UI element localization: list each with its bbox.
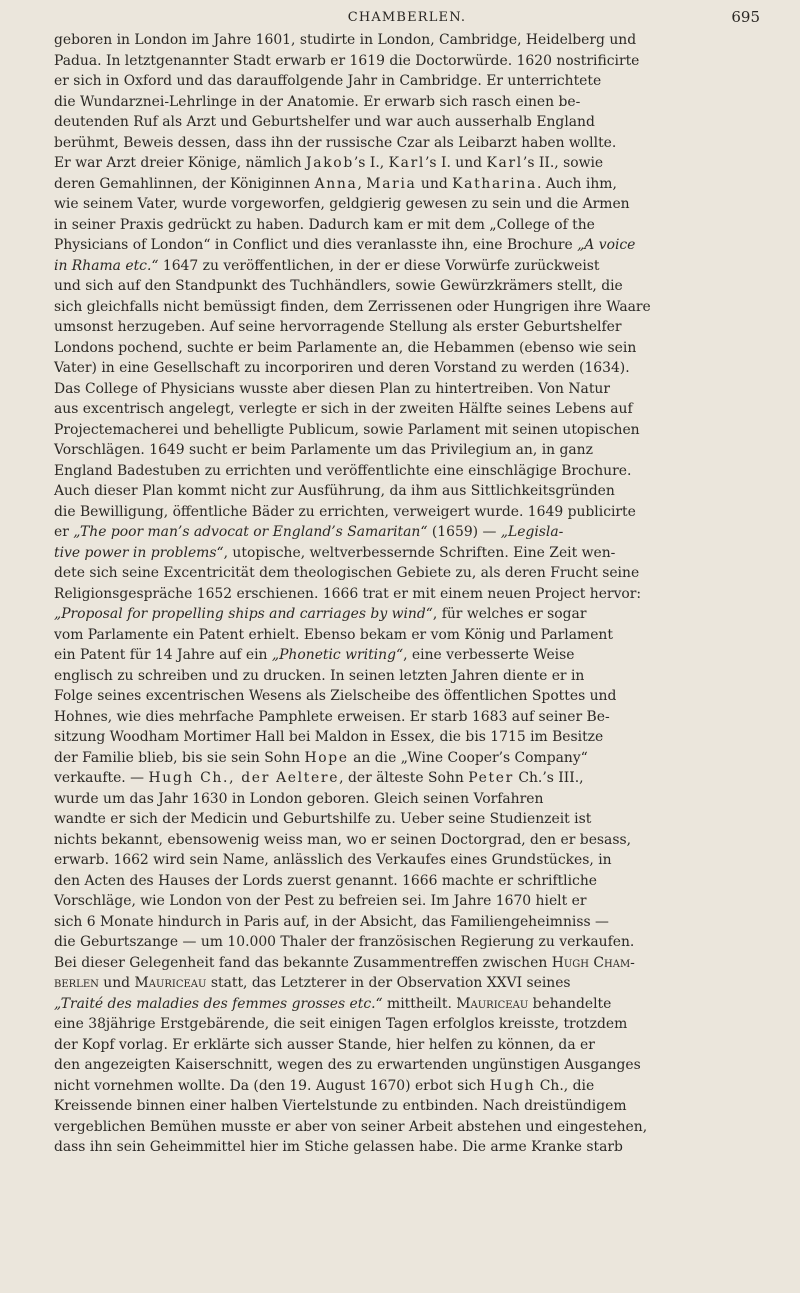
text-segment: ein Patent für 14 Jahre auf ein: [54, 647, 272, 663]
text-line: [54, 686, 760, 707]
text-segment: die Wundarznei-Lehrlinge in der Anatomie. Er erwarb sich rasch einen be-: [54, 93, 581, 110]
text-line: [54, 1117, 760, 1138]
text-segment: und sich auf den Standpunkt des Tuchhändlers, sowie Gewürzkrämers stellt, die: [54, 278, 623, 294]
text-segment: die Bewilligung, öffentliche Bäder zu errichten, verweigert wurde. 1649 publicirte: [54, 503, 636, 520]
text-segment: , der älteste Sohn: [339, 770, 469, 786]
text-segment: aus excentrisch angelegt, verlegte er sich in der zweiten Hälfte seines Lebens auf: [54, 401, 633, 417]
italic-text: tive power in problems“: [54, 544, 224, 561]
text-line: [54, 850, 760, 871]
text-line: [54, 317, 760, 338]
text-line: [54, 51, 760, 72]
text-line: [54, 194, 760, 215]
text-segment: ’s I. und: [425, 155, 487, 171]
text-segment: sich 6 Monate hindurch in Paris auf, in der Absicht, das Familiengeheimniss —: [54, 913, 609, 930]
text-segment: der Familie blieb, bis sie sein Sohn: [54, 749, 305, 766]
text-line: [54, 235, 760, 256]
text-segment: dete sich seine Excentricität dem theologischen Gebiete zu, als deren Frucht seine: [54, 565, 640, 581]
text-line: [54, 563, 760, 584]
text-segment: statt, das Letzterer in der Observation XXVI seines: [206, 975, 571, 991]
text-line: [54, 809, 760, 830]
text-segment: der Kopf vorlag. Er erklärte sich ausser Stande, hier helfen zu können, da er: [54, 1036, 595, 1053]
text-segment: Kreissende binnen einer halben Viertelstunde zu entbinden. Nach dreistündigem: [54, 1098, 627, 1114]
text-segment: Religionsgespräche 1652 erschienen. 1666 trat er mit einem neuen Project hervor:: [54, 585, 642, 602]
spaced-name: Hope: [304, 749, 349, 766]
text-line: [54, 1137, 760, 1158]
text-segment: die Geburtszange — um 10.000 Thaler der französischen Regierung zu verkaufen.: [54, 934, 635, 950]
text-segment: Ch., die: [535, 1077, 595, 1094]
text-segment: 1647 zu veröffentlichen, in der er diese Vorwürfe zurückweist: [158, 257, 600, 274]
text-line: [54, 215, 760, 236]
text-segment: Auch dieser Plan kommt nicht zur Ausführung, da ihm aus Sittlichkeitsgründen: [54, 483, 615, 499]
text-segment: (1659) —: [427, 524, 501, 540]
text-segment: erwarb. 1662 wird sein Name, anlässlich des Verkaufes eines Grundstückes, in: [54, 852, 612, 868]
spaced-name: Katharina: [452, 175, 537, 192]
text-line: [54, 358, 760, 379]
spaced-name: Hugh Ch., der Aeltere: [148, 770, 340, 786]
text-line: [54, 830, 760, 851]
text-line: [54, 1096, 760, 1117]
text-segment: den Acten des Hauses der Lords zuerst genannt. 1666 machte er schriftliche: [54, 872, 597, 889]
text-segment: dass ihn sein Geheimmittel hier im Stiche gelassen habe. Die arme Kranke starb: [54, 1139, 623, 1155]
text-line: [54, 338, 760, 359]
spaced-name: Karl: [388, 155, 426, 171]
text-line: [54, 297, 760, 318]
italic-text: „A voice: [577, 237, 636, 253]
text-segment: und: [416, 175, 453, 192]
text-line: [54, 584, 760, 605]
text-line: [54, 440, 760, 461]
italic-text: „The poor man’s advocat or England’s Samaritan“: [73, 524, 428, 540]
text-segment: in seiner Praxis gedrückt zu haben. Dadurch kam er mit dem „College of the: [54, 216, 595, 233]
text-segment: nichts bekannt, ebensowenig weiss man, wo er seinen Doctorgrad, den er besass,: [54, 831, 631, 848]
text-segment: umsonst herzugeben. Auf seine hervorragende Stellung als erster Geburtshelfer: [54, 319, 622, 335]
text-segment: geboren in London im Jahre 1601, studirte in London, Cambridge, Heidelberg und: [54, 32, 637, 48]
text-segment: Padua. In letztgenannter Stadt erwarb er 1619 die Doctorwürde. 1620 nostrificirte: [54, 52, 640, 69]
text-segment: eine 38jährige Erstgebärende, die seit einigen Tagen erfolglos kreisste, trotzdem: [54, 1016, 628, 1032]
text-segment: wurde um das Jahr 1630 in London geboren. Gleich seinen Vorfahren: [54, 790, 544, 807]
text-segment: den angezeigten Kaiserschnitt, wegen des zu erwartenden ungünstigen Ausganges: [54, 1057, 641, 1073]
text-segment: Vorschlägen. 1649 sucht er beim Parlamente um das Privilegium an, in ganz: [54, 442, 593, 458]
text-line: [54, 932, 760, 953]
text-segment: Das College of Physicians wusste aber diesen Plan zu hintertreiben. Von Natur: [54, 380, 610, 397]
text-line: [54, 625, 760, 646]
text-segment: nicht vornehmen wollte. Da (den 19. August 1670) erbot sich: [54, 1077, 490, 1094]
text-line: [54, 666, 760, 687]
text-line: [54, 420, 760, 441]
italic-text: „Legisla-: [500, 524, 564, 540]
text-segment: berühmt, Beweis dessen, dass ihn der russische Czar als Leibarzt haben wollte.: [54, 134, 617, 151]
text-segment: er sich in Oxford und das darauffolgende Jahr in Cambridge. Er unterrichtete: [54, 73, 602, 89]
text-segment: vom Parlamente ein Patent erhielt. Ebenso bekam er vom König und Parlament: [54, 626, 613, 643]
text-line: [54, 727, 760, 748]
text-segment: deutenden Ruf als Arzt und Geburtshelfer und war auch ausserhalb England: [54, 114, 595, 130]
small-caps-name: Hugh Cham-: [551, 954, 635, 971]
text-segment: Folge seines excentrischen Wesens als Zielscheibe des öffentlichen Spottes und: [54, 688, 617, 704]
body-text: [54, 30, 760, 1158]
text-segment: Bei dieser Gelegenheit fand das bekannte Zusammentreffen zwischen: [54, 954, 552, 971]
text-segment: Er war Arzt dreier Könige, nämlich: [54, 155, 307, 171]
text-line: [54, 912, 760, 933]
text-line: [54, 174, 760, 195]
text-line: [54, 1055, 760, 1076]
text-line: [54, 522, 760, 543]
text-segment: Vater) in eine Gesellschaft zu incorporiren und deren Vorstand zu werden (1634).: [54, 360, 630, 376]
spaced-name: Hugh: [489, 1077, 536, 1094]
italic-text: in Rhama etc.“: [54, 257, 159, 274]
text-line: [54, 1035, 760, 1056]
text-line: [54, 645, 760, 666]
text-segment: ’s I.,: [353, 155, 389, 171]
text-segment: Physicians of London“ in Conflict und dies veranlasste ihn, eine Brochure: [54, 237, 578, 253]
italic-text: „Proposal for propelling ships and carriages by wind“: [54, 606, 433, 622]
text-line: [54, 379, 760, 400]
text-segment: sitzung Woodham Mortimer Hall bei Maldon in Essex, die bis 1715 im Besitze: [54, 729, 604, 745]
text-segment: sich gleichfalls nicht bemüssigt finden, dem Zerrissenen oder Hungrigen ihre Waare: [54, 298, 651, 315]
italic-text: „Phonetic writing“: [271, 647, 404, 663]
text-line: [54, 768, 760, 789]
text-segment: englisch zu schreiben und zu drucken. In seinen letzten Jahren diente er in: [54, 667, 585, 684]
spaced-name: Peter: [468, 770, 514, 786]
text-line: [54, 891, 760, 912]
running-head: [54, 8, 760, 32]
text-segment: wandte er sich der Medicin und Geburtshilfe zu. Ueber seine Studienzeit ist: [54, 811, 592, 827]
text-segment: und: [98, 975, 135, 991]
text-line: [54, 502, 760, 523]
text-segment: er: [54, 524, 74, 540]
text-line: [54, 30, 760, 51]
text-segment: Hohnes, wie dies mehrfache Pamphlete erweisen. Er starb 1683 auf seiner Be-: [54, 708, 610, 725]
text-line: [54, 399, 760, 420]
text-segment: Londons pochend, suchte er beim Parlamente an, die Hebammen (ebenso wie sein: [54, 339, 637, 356]
text-segment: mittheilt.: [382, 995, 457, 1012]
text-line: [54, 256, 760, 277]
text-segment: , für welches er sogar: [432, 606, 587, 622]
text-line: [54, 953, 760, 974]
text-segment: vergeblichen Bemühen musste er aber von seiner Arbeit abstehen und eingestehen,: [54, 1118, 648, 1135]
spaced-name: Maria: [366, 175, 417, 192]
text-line: [54, 1014, 760, 1035]
text-line: [54, 973, 760, 994]
text-segment: ’s II., sowie: [522, 155, 604, 171]
small-caps-name: berlen: [54, 975, 99, 991]
text-segment: Ch.’s III.,: [513, 770, 584, 786]
text-line: [54, 481, 760, 502]
text-line: [54, 543, 760, 564]
text-segment: England Badestuben zu errichten und veröffentlichte eine einschlägige Brochure.: [54, 462, 632, 479]
text-segment: Projectemacherei und behelligte Publicum, sowie Parlament mit seinen utopischen: [54, 421, 640, 438]
page-number: 695: [731, 8, 760, 26]
text-segment: an die „Wine Cooper’s Company“: [348, 749, 588, 766]
text-line: [54, 276, 760, 297]
text-line: [54, 92, 760, 113]
text-line: [54, 1076, 760, 1097]
italic-text: „Traité des maladies des femmes grosses etc.“: [54, 995, 383, 1012]
text-line: [54, 604, 760, 625]
text-segment: , eine verbesserte Weise: [403, 647, 575, 663]
text-segment: behandelte: [528, 995, 612, 1012]
spaced-name: Karl: [486, 155, 523, 171]
spaced-name: Jakob: [306, 155, 354, 171]
small-caps-name: Mauriceau: [134, 975, 207, 991]
text-segment: deren Gemahlinnen, der Königinnen: [54, 175, 315, 192]
text-line: [54, 789, 760, 810]
text-segment: wie seinem Vater, wurde vorgeworfen, geldgierig gewesen zu sein und die Armen: [54, 196, 630, 212]
running-title: CHAMBERLEN.: [347, 10, 467, 25]
text-line: [54, 707, 760, 728]
text-segment: . Auch ihm,: [536, 175, 617, 192]
text-line: [54, 461, 760, 482]
small-caps-name: Mauriceau: [456, 995, 529, 1012]
text-segment: Vorschläge, wie London von der Pest zu befreien sei. Im Jahre 1670 hielt er: [54, 893, 587, 909]
text-segment: , utopische, weltverbessernde Schriften. Eine Zeit wen-: [223, 544, 616, 561]
text-line: [54, 112, 760, 133]
text-line: [54, 994, 760, 1015]
text-segment: verkaufte. —: [54, 770, 149, 786]
text-line: [54, 153, 760, 174]
text-line: [54, 871, 760, 892]
text-line: [54, 133, 760, 154]
spaced-name: Anna: [314, 175, 358, 192]
text-line: [54, 71, 760, 92]
text-line: [54, 748, 760, 769]
text-segment: ,: [357, 175, 367, 192]
